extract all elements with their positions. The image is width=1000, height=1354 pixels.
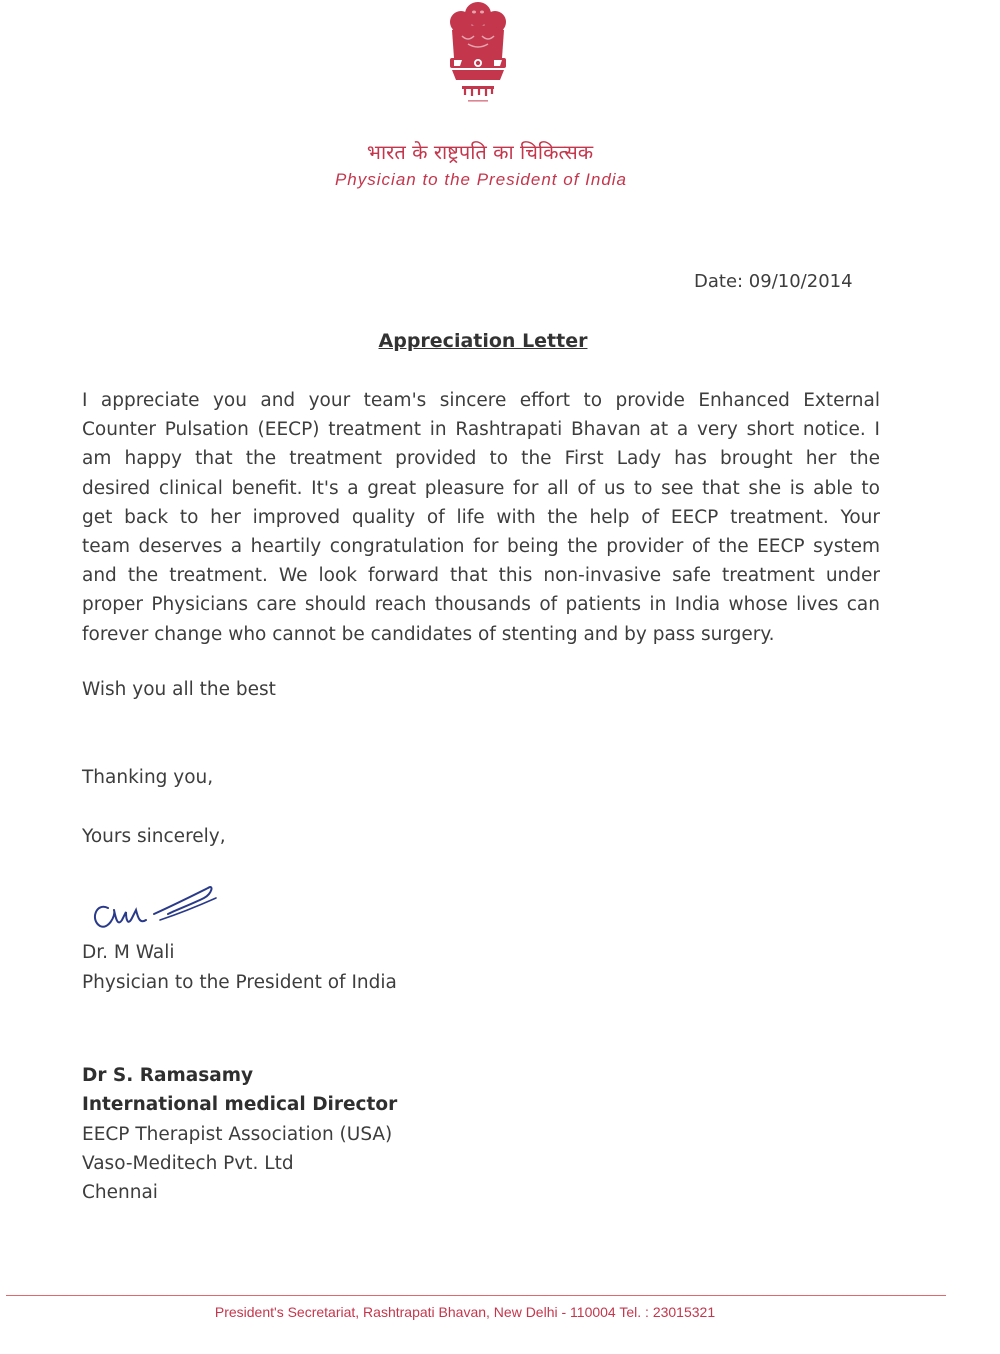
body-line: get back to her improved quality of life with the help of EECP treatment. Your <box>82 506 880 528</box>
closing-thanks: Thanking you, <box>82 767 214 788</box>
footer-address: President's Secretariat, Rashtrapati Bhavan, New Delhi - 110004 Tel. : 23015321 <box>214 1304 716 1320</box>
letterhead-hindi-title: भारत के राष्ट्रपति का चिकित्सक <box>366 140 594 164</box>
national-emblem-icon <box>438 0 518 108</box>
letter-body <box>82 386 880 649</box>
footer-divider <box>6 1295 946 1296</box>
recipient-role: International medical Director <box>82 1094 398 1116</box>
letter-date: Date: 09/10/2014 <box>694 271 853 292</box>
recipient-name: Dr S. Ramasamy <box>82 1065 254 1086</box>
letter-subject: Appreciation Letter <box>378 330 588 352</box>
signer-name: Dr. M Wali <box>82 942 175 963</box>
body-line: am happy that the treatment provided to the First Lady has brought her the <box>82 448 880 470</box>
body-line: Counter Pulsation (EECP) treatment in Rashtrapati Bhavan at a very short notice. I <box>82 419 880 441</box>
handwritten-signature <box>86 880 226 940</box>
body-line: desired clinical benefit. It's a great pleasure for all of us to see that she is able to <box>82 477 880 499</box>
body-line: and the treatment. We look forward that this non-invasive safe treatment under <box>82 565 880 587</box>
recipient-block <box>82 1061 397 1207</box>
body-line: team deserves a heartily congratulation for being the provider of the EECP system <box>82 536 880 558</box>
letterhead-english-title: Physician to the President of India <box>334 170 628 189</box>
body-line: forever change who cannot be candidates of stenting and by pass surgery. <box>82 623 775 645</box>
signer-title: Physician to the President of India <box>82 972 397 993</box>
closing-sign-off: Yours sincerely, <box>82 826 226 847</box>
recipient-city: Chennai <box>82 1182 158 1204</box>
recipient-company: Vaso-Meditech Pvt. Ltd <box>82 1152 294 1174</box>
closing-wish: Wish you all the best <box>82 679 276 700</box>
recipient-org: EECP Therapist Association (USA) <box>82 1123 393 1145</box>
body-line: I appreciate you and your team's sincere effort to provide Enhanced External <box>82 390 880 411</box>
body-line: proper Physicians care should reach thousands of patients in India whose lives can <box>82 594 880 616</box>
